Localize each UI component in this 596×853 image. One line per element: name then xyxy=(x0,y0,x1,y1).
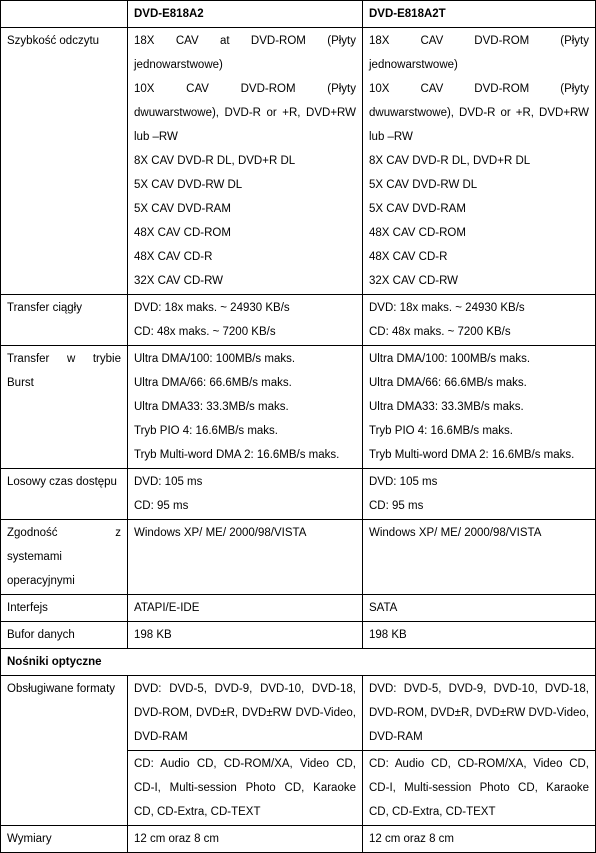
model-b-value xyxy=(363,826,596,853)
value-line: CD: Audio CD, CD-ROM/XA, Video CD, CD-I, Multi-session Photo CD, Karaoke CD, CD-Extra, CD-TEXT xyxy=(134,758,356,818)
section-heading: Nośniki optyczne xyxy=(1,649,596,676)
model-a-value xyxy=(128,826,363,853)
model-a-value xyxy=(128,346,363,469)
header-empty-cell xyxy=(1,1,128,28)
model-a-value xyxy=(128,595,363,622)
value-line: 18X CAV at DVD-ROM (Płyty jednowarstwowe) xyxy=(134,35,356,71)
table-row xyxy=(1,595,596,622)
value-line: 18X CAV DVD-ROM (Płyty jednowarstwowe) xyxy=(369,35,589,71)
model-b-value xyxy=(363,295,596,346)
value-line: CD: 48x maks. ~ 7200 KB/s xyxy=(134,326,276,338)
value-line: Windows XP/ ME/ 2000/98/VISTA xyxy=(134,527,307,539)
model-a-value xyxy=(128,622,363,649)
value-line: Tryb PIO 4: 16.6MB/s maks. xyxy=(134,425,279,437)
row-label: Interfejs xyxy=(1,595,128,622)
value-line: Ultra DMA/66: 66.6MB/s maks. xyxy=(369,377,527,389)
row-label: Obsługiwane formaty xyxy=(1,676,128,826)
model-b-value xyxy=(363,595,596,622)
value-line: DVD: DVD-5, DVD-9, DVD-10, DVD-18, DVD-ROM, DVD±R, DVD±RW DVD-Video, DVD-RAM xyxy=(134,683,356,743)
table-row xyxy=(1,826,596,853)
model-b-value xyxy=(363,622,596,649)
value-line: 10X CAV DVD-ROM (Płyty dwuwarstwowe), DVD-R or +R, DVD+RW lub –RW xyxy=(134,83,356,143)
value-line: 198 KB xyxy=(369,629,407,641)
value-line: DVD: DVD-5, DVD-9, DVD-10, DVD-18, DVD-ROM, DVD±R, DVD±RW DVD-Video, DVD-RAM xyxy=(369,683,589,743)
value-line: Tryb Multi-word DMA 2: 16.6MB/s maks. xyxy=(134,449,340,461)
value-line: 8X CAV DVD-R DL, DVD+R DL xyxy=(134,155,296,167)
table-row xyxy=(1,520,596,595)
header-model-a: DVD-E818A2 xyxy=(128,1,363,28)
table-row xyxy=(1,28,596,295)
value-line: DVD: 105 ms xyxy=(134,476,203,488)
value-line: 5X CAV DVD-RAM xyxy=(369,203,466,215)
value-line: 5X CAV DVD-RAM xyxy=(134,203,231,215)
value-line: 5X CAV DVD-RW DL xyxy=(134,179,243,191)
table-row xyxy=(1,622,596,649)
model-a-value xyxy=(128,751,363,826)
model-b-value xyxy=(363,28,596,295)
value-line: 48X CAV CD-ROM xyxy=(369,227,466,239)
model-b-value xyxy=(363,676,596,751)
row-label: Wymiary xyxy=(1,826,128,853)
value-line: CD: 48x maks. ~ 7200 KB/s xyxy=(369,326,511,338)
row-label: Zgodność z systemami operacyjnymi xyxy=(1,520,128,595)
value-line: Ultra DMA/100: 100MB/s maks. xyxy=(134,353,296,365)
value-line: Ultra DMA33: 33.3MB/s maks. xyxy=(369,401,524,413)
table-row xyxy=(1,469,596,520)
value-line: 32X CAV CD-RW xyxy=(134,275,224,287)
value-line: 10X CAV DVD-ROM (Płyty dwuwarstwowe), DVD-R or +R, DVD+RW lub –RW xyxy=(369,83,589,143)
value-line: DVD: 105 ms xyxy=(369,476,438,488)
value-line: Ultra DMA/100: 100MB/s maks. xyxy=(369,353,531,365)
value-line: Ultra DMA/66: 66.6MB/s maks. xyxy=(134,377,292,389)
value-line: CD: 95 ms xyxy=(369,500,424,512)
table-row xyxy=(1,346,596,469)
row-label: Losowy czas dostępu xyxy=(1,469,128,520)
model-a-value xyxy=(128,520,363,595)
model-b-value xyxy=(363,469,596,520)
row-label: Bufor danych xyxy=(1,622,128,649)
row-label: Szybkość odczytu xyxy=(1,28,128,295)
table-row xyxy=(1,295,596,346)
value-line: SATA xyxy=(369,602,398,614)
value-line: Ultra DMA33: 33.3MB/s maks. xyxy=(134,401,289,413)
value-line: 48X CAV CD-ROM xyxy=(134,227,231,239)
model-a-value xyxy=(128,28,363,295)
value-line: Tryb PIO 4: 16.6MB/s maks. xyxy=(369,425,514,437)
table-row xyxy=(1,676,596,751)
section-row xyxy=(1,649,596,676)
row-label: Transfer ciągły xyxy=(1,295,128,346)
value-line: 8X CAV DVD-R DL, DVD+R DL xyxy=(369,155,531,167)
value-line: 12 cm oraz 8 cm xyxy=(134,833,219,845)
model-a-value xyxy=(128,295,363,346)
value-line: 48X CAV CD-R xyxy=(134,251,213,263)
header-row xyxy=(1,1,596,28)
model-b-value xyxy=(363,751,596,826)
value-line: 12 cm oraz 8 cm xyxy=(369,833,454,845)
value-line: Windows XP/ ME/ 2000/98/VISTA xyxy=(369,527,542,539)
model-a-value xyxy=(128,469,363,520)
value-line: CD: Audio CD, CD-ROM/XA, Video CD, CD-I, Multi-session Photo CD, Karaoke CD, CD-Extra, CD-TEXT xyxy=(369,758,589,818)
value-line: DVD: 18x maks. ~ 24930 KB/s xyxy=(369,302,525,314)
value-line: CD: 95 ms xyxy=(134,500,189,512)
model-b-value xyxy=(363,520,596,595)
value-line: Tryb Multi-word DMA 2: 16.6MB/s maks. xyxy=(369,449,575,461)
value-line: 198 KB xyxy=(134,629,172,641)
header-model-b: DVD-E818A2T xyxy=(363,1,596,28)
row-label: Transfer w trybie Burst xyxy=(1,346,128,469)
value-line: 5X CAV DVD-RW DL xyxy=(369,179,478,191)
value-line: 32X CAV CD-RW xyxy=(369,275,459,287)
value-line: DVD: 18x maks. ~ 24930 KB/s xyxy=(134,302,290,314)
value-line: ATAPI/E-IDE xyxy=(134,602,200,614)
model-b-value xyxy=(363,346,596,469)
value-line: 48X CAV CD-R xyxy=(369,251,448,263)
model-a-value xyxy=(128,676,363,751)
